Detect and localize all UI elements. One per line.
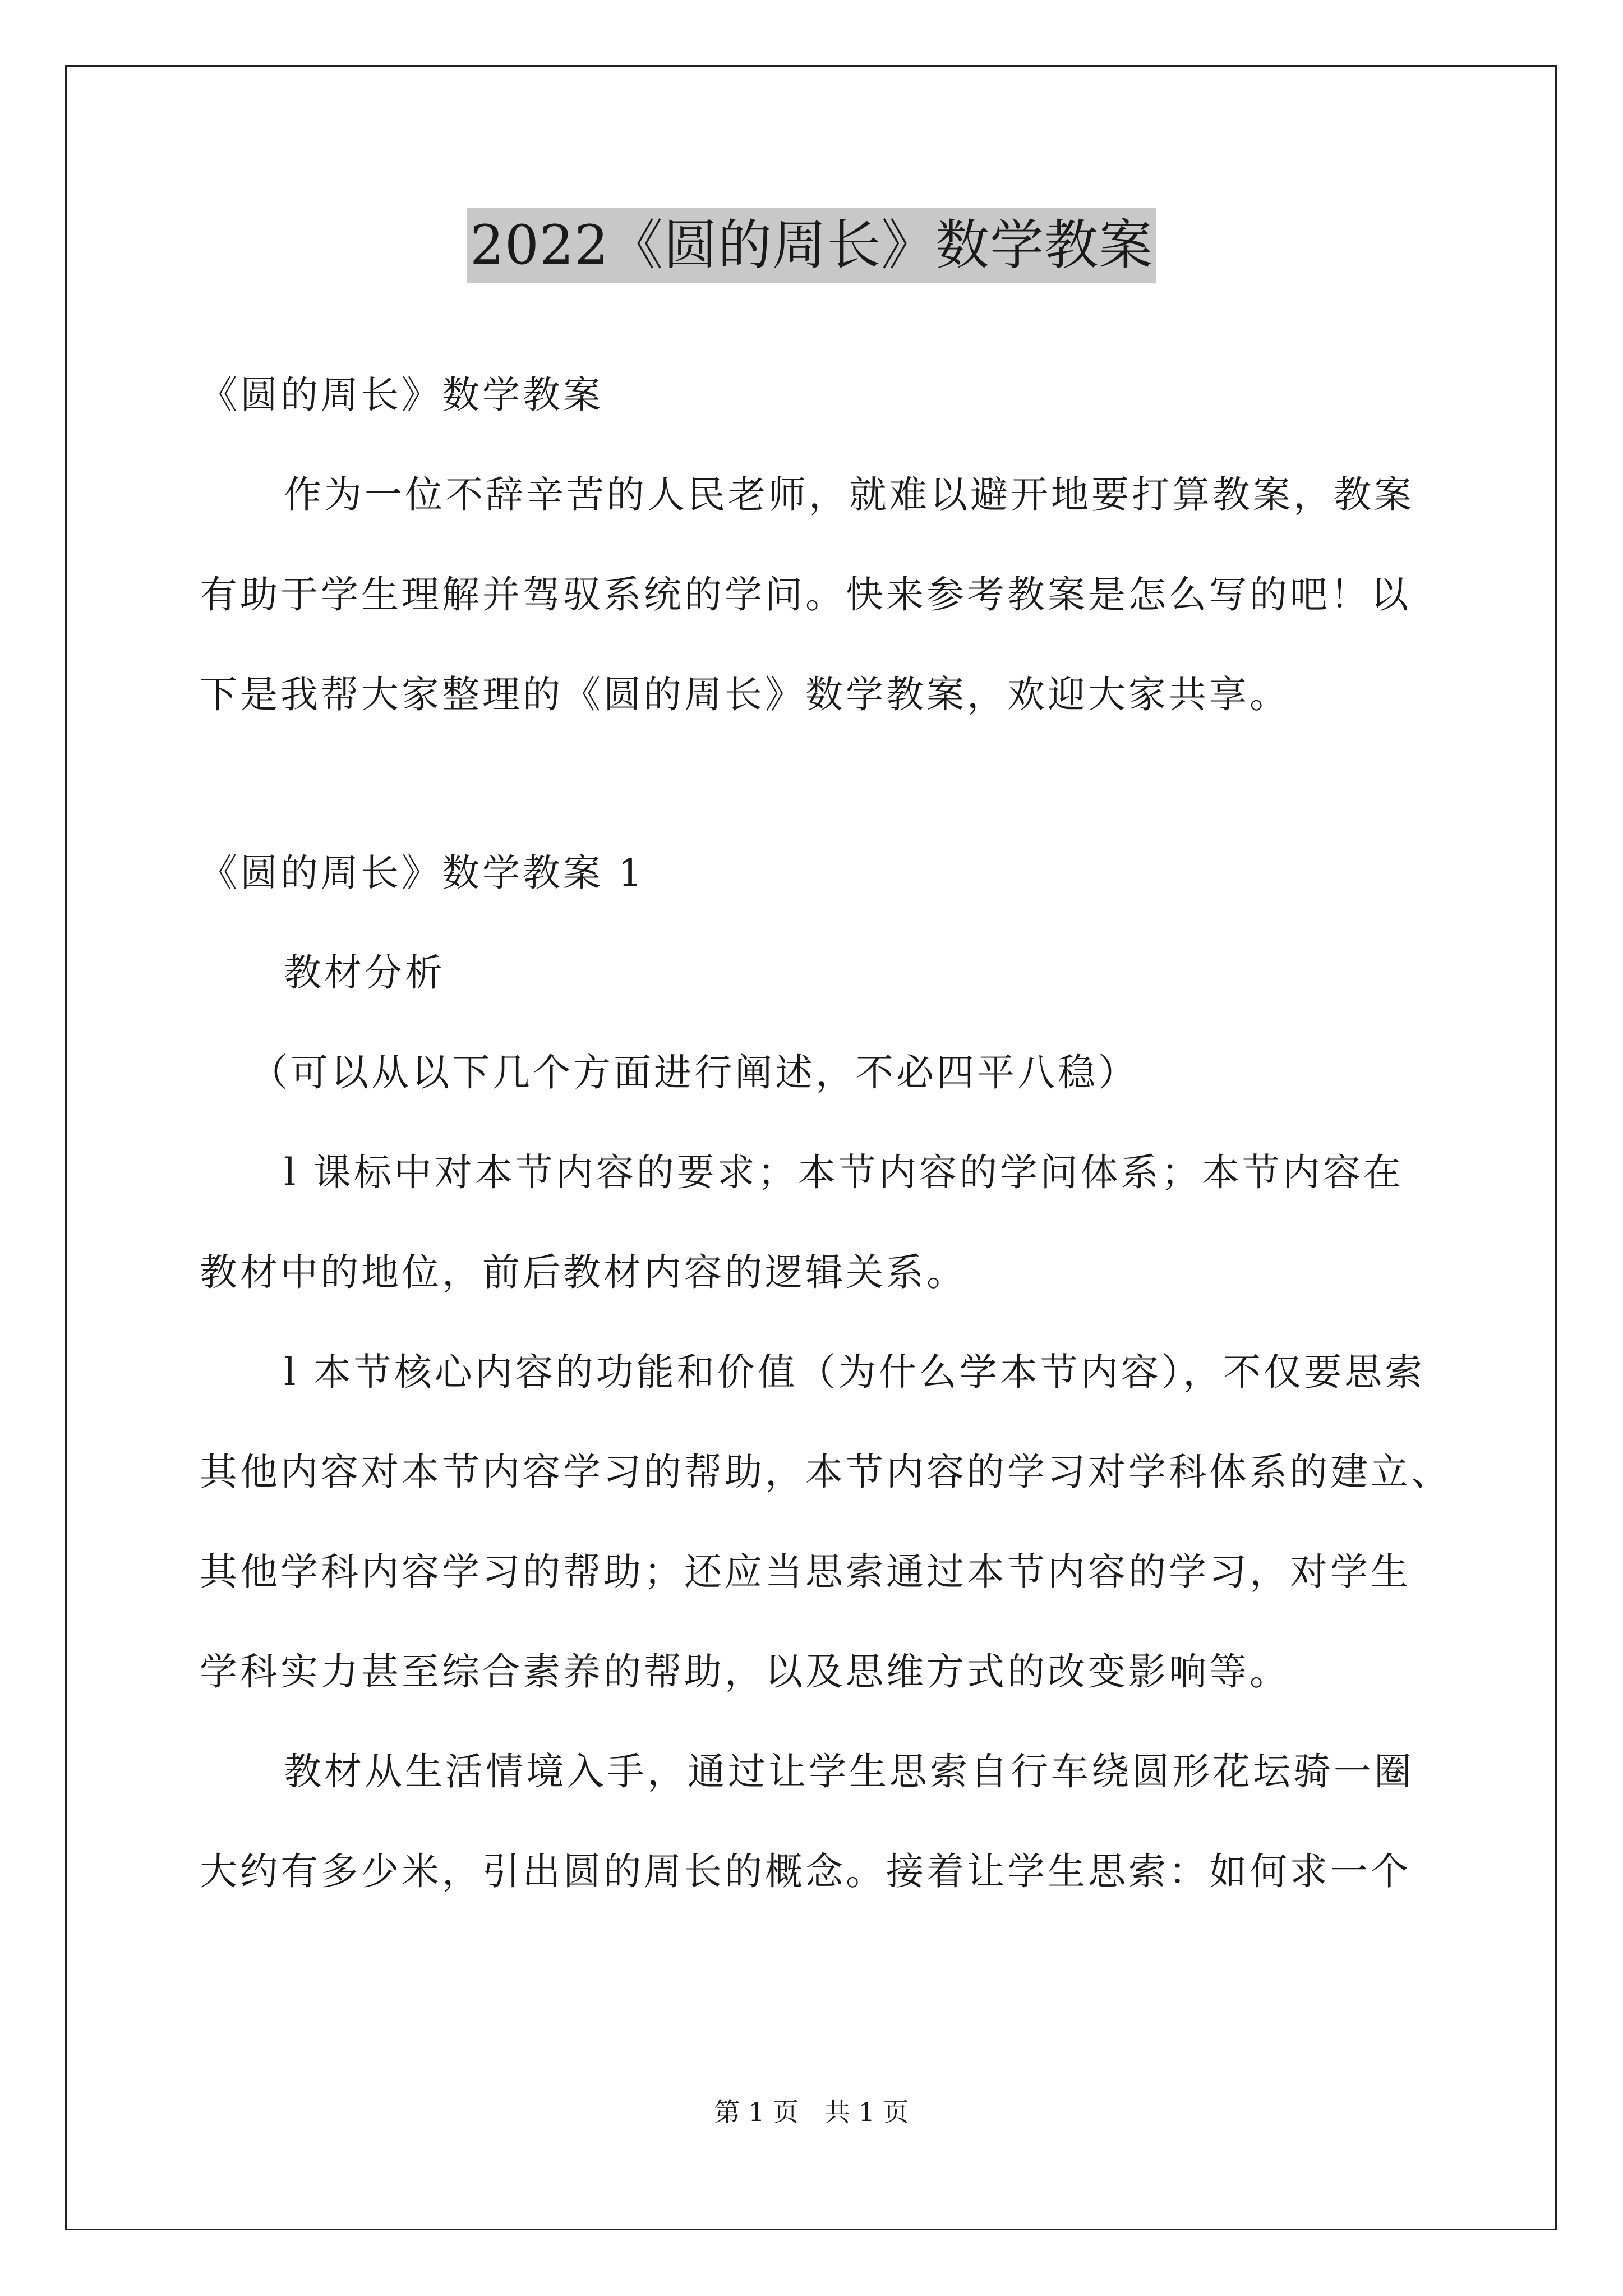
document-body xyxy=(200,345,1467,1921)
analysis-heading: 教材分析 xyxy=(284,951,445,995)
analysis-note: （可以从以下几个方面进行阐述，不必四平八稳） xyxy=(250,1051,1138,1094)
para3-line-1: 教材从生活情境入手，通过让学生思索自行车绕圆形花坛骑一圈 xyxy=(284,1750,1414,1793)
para2-line-4: 学科实力甚至综合素养的帮助，以及思维方式的改变影响等。 xyxy=(200,1650,1290,1694)
intro-line-1: 作为一位不辞辛苦的人民老师，就难以避开地要打算教案，教案 xyxy=(284,473,1414,517)
subtitle: 《圆的周长》数学教案 xyxy=(200,373,603,417)
title-container xyxy=(0,208,1623,283)
para2-line-2: 其他内容对本节内容学习的帮助，本节内容的学习对学科体系的建立、 xyxy=(200,1450,1451,1494)
document-title: 2022《圆的周长》数学教案 xyxy=(467,208,1156,283)
para3-line-2: 大约有多少米，引出圆的周长的概念。接着让学生思索：如何求一个 xyxy=(200,1849,1411,1893)
para2-line-1: l 本节核心内容的功能和价值（为什么学本节内容），不仅要思索 xyxy=(284,1350,1426,1394)
para1-line-2: 教材中的地位，前后教材内容的逻辑关系。 xyxy=(200,1250,967,1294)
section-spacer xyxy=(200,744,1467,823)
page-number: 第 1 页 共 1 页 xyxy=(714,2097,909,2127)
section-heading: 《圆的周长》数学教案 1 xyxy=(200,851,645,895)
intro-line-3: 下是我帮大家整理的《圆的周长》数学教案，欢迎大家共享。 xyxy=(200,673,1290,716)
page-footer xyxy=(0,2095,1623,2129)
para2-line-3: 其他学科内容学习的帮助；还应当思索通过本节内容的学习，对学生 xyxy=(200,1550,1411,1594)
para1-line-1: l 课标中对本节内容的要求；本节内容的学问体系；本节内容在 xyxy=(284,1151,1404,1194)
intro-line-2: 有助于学生理解并驾驭系统的学问。快来参考教案是怎么写的吧！以 xyxy=(200,573,1411,616)
